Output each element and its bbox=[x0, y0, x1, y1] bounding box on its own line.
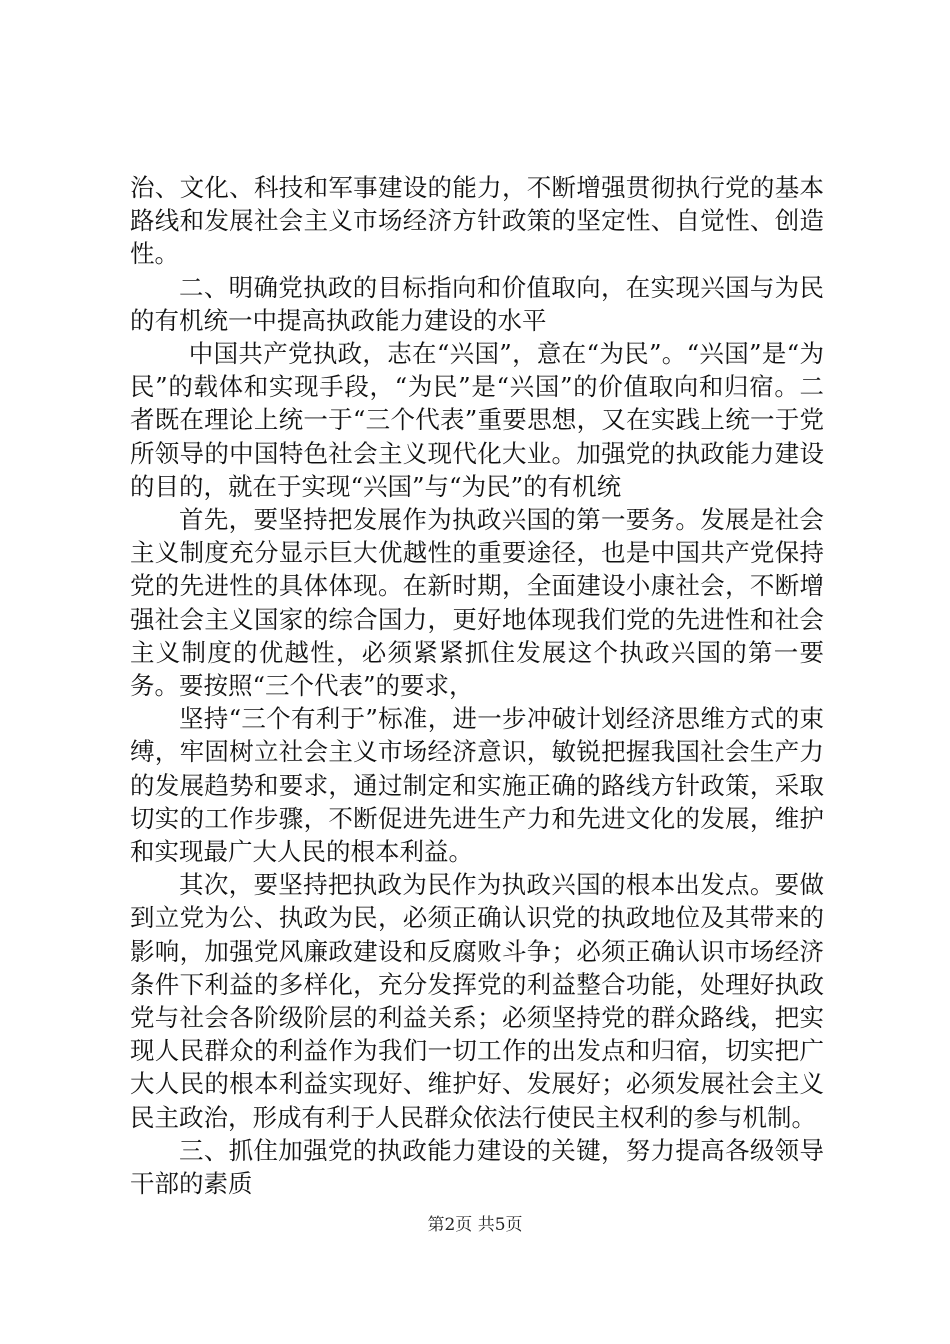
section-heading-2: 二、明确党执政的目标指向和价值取向，在实现兴国与为民的有机统一中提高执政能力建设的水平 bbox=[130, 272, 824, 335]
paragraph: 坚持“三个有利于”标准，进一步冲破计划经济思维方式的束缚，牢固树立社会主义市场经济意识，敏锐把握我国社会生产力的发展趋势和要求，通过制定和实施正确的路线方针政策，采取切实的工作步骤，不断促进先进生产力和先进文化的发展，维护和实现最广大人民的根本利益。 bbox=[130, 704, 824, 867]
document-body bbox=[130, 171, 824, 1200]
paragraph-continuation: 治、文化、科技和军事建设的能力，不断增强贯彻执行党的基本路线和发展社会主义市场经济方针政策的坚定性、自觉性、创造性。 bbox=[130, 173, 824, 269]
section-heading-3: 三、抓住加强党的执政能力建设的关键，努力提高各级领导干部的素质 bbox=[130, 1135, 824, 1199]
paragraph: 中国共产党执政，志在“兴国”，意在“为民”。“兴国”是“为民”的载体和实现手段，“为民”是“兴国”的价值取向和归宿。二者既在理论上统一于“三个代表”重要思想，又在实践上统一于党所领导的中国特色社会主义现代化大业。加强党的执政能力建设的目的，就在于实现“兴国”与“为民”的有机统 bbox=[130, 339, 824, 501]
paragraph: 首先，要坚持把发展作为执政兴国的第一要务。发展是社会主义制度充分显示巨大优越性的重要途径，也是中国共产党保持党的先进性的具体体现。在新时期，全面建设小康社会，不断增强社会主义国家的综合国力，更好地体现我们党的先进性和社会主义制度的优越性，必须紧紧抓住发展这个执政兴国的第一要务。要按照“三个代表”的要求， bbox=[130, 505, 824, 701]
paragraph: 其次，要坚持把执政为民作为执政兴国的根本出发点。要做到立党为公、执政为民，必须正确认识党的执政地位及其带来的影响，加强党风廉政建设和反腐败斗争；必须正确认识市场经济条件下利益的多样化，充分发挥党的利益整合功能，处理好执政党与社会各阶级阶层的利益关系；必须坚持党的群众路线，把实现人民群众的利益作为我们一切工作的出发点和归宿，切实把广大人民的根本利益实现好、维护好、发展好；必须发展社会主义民主政治，形成有利于人民群众依法行使民主权利的参与机制。 bbox=[130, 870, 824, 1132]
page-number-footer: 第2页 共5页 bbox=[427, 1215, 523, 1235]
